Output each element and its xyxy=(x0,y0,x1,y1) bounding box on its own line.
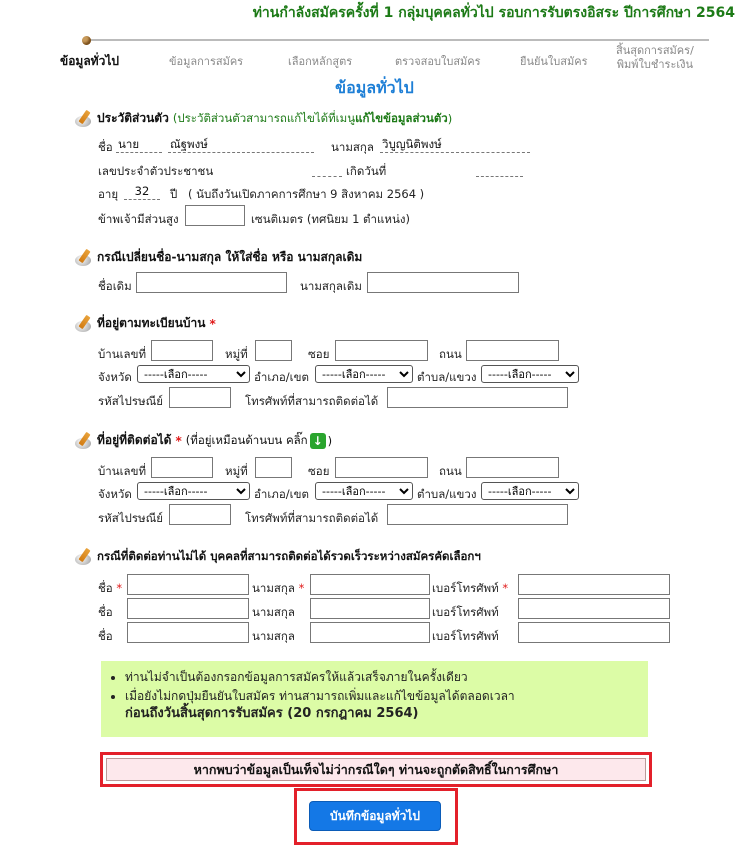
edit-profile-link[interactable]: แก้ไขข้อมูลส่วนตัว xyxy=(355,110,448,125)
moo-label: หมู่ที่ xyxy=(225,347,248,361)
name-label: ชื่อ xyxy=(98,140,113,154)
postcode-label: รหัสไปรษณีย์ xyxy=(98,511,164,525)
birth-date-label: เกิดวันที่ xyxy=(346,164,387,178)
province-label: จังหวัด xyxy=(98,370,132,384)
emergency-1-first-input[interactable] xyxy=(127,574,249,595)
deadline-text: ก่อนถึงวันสิ้นสุดการรับสมัคร (20 กรกฎาคม 2564) xyxy=(125,706,419,721)
phone-label: โทรศัพท์ที่สามารถติดต่อได้ xyxy=(245,394,379,408)
contact-address-section-title xyxy=(73,431,332,450)
info-note-list xyxy=(125,669,640,724)
emergency-1-phone-input[interactable] xyxy=(518,574,670,595)
reg-soi-input[interactable] xyxy=(335,340,428,361)
personal-title: ประวัติส่วนตัว xyxy=(97,111,169,125)
subdistrict-label: ตำบล/แขวง xyxy=(417,370,477,384)
contact-address-title: ที่อยู่ที่ติดต่อได้ xyxy=(97,433,172,447)
last-name-value: วิบูญนิติพงษ์ xyxy=(380,138,530,153)
required-mark: * xyxy=(175,433,182,448)
progress-marker xyxy=(82,36,91,45)
soi-label: ซอย xyxy=(308,464,330,478)
emergency-2-first-input[interactable] xyxy=(127,598,249,619)
reg-subdistrict-select[interactable] xyxy=(481,365,579,383)
pencil-icon xyxy=(73,548,95,566)
emergency-last-label: นามสกุล xyxy=(252,629,295,643)
house-no-label: บ้านเลขที่ xyxy=(98,347,147,361)
height-label: ข้าพเจ้ามีส่วนสูง xyxy=(98,212,179,226)
soi-label: ซอย xyxy=(308,347,330,361)
subdistrict-label: ตำบล/แขวง xyxy=(417,487,477,501)
contact-province-select[interactable] xyxy=(137,482,250,500)
emergency-2-phone-input[interactable] xyxy=(518,598,670,619)
emergency-last-label: นามสกุล xyxy=(252,605,295,619)
age-unit: ปี xyxy=(170,187,178,201)
save-general-info-button[interactable]: บันทึกข้อมูลทั่วไป xyxy=(309,801,441,831)
citizen-id-label: เลขประจำตัวประชาชน xyxy=(98,164,214,178)
district-label: อำเภอ/เขต xyxy=(254,370,309,384)
save-button-highlight xyxy=(294,788,458,845)
info-note-item: • เมื่อยังไม่กดปุ่มยืนยันใบสมัคร ท่านสามารถเพิ่มและแก้ไขข้อมูลได้ตลอดเวลา ก่อนถึงวันสิ้นสุดการรับสมัคร (20 กรกฎาคม 2564) xyxy=(125,688,640,722)
registered-address-section-title xyxy=(73,314,216,333)
step-application-info: ข้อมูลการสมัคร xyxy=(169,55,244,68)
emergency-last-label: นามสกุล * xyxy=(252,581,305,595)
reg-postcode-input[interactable] xyxy=(169,387,231,408)
postcode-label: รหัสไปรษณีย์ xyxy=(98,394,164,408)
name-change-section-title xyxy=(73,248,362,267)
height-input[interactable] xyxy=(185,205,245,226)
contact-house-no-input[interactable] xyxy=(151,457,213,478)
arrow-down-icon[interactable]: ↓ xyxy=(310,433,326,449)
district-label: อำเภอ/เขต xyxy=(254,487,309,501)
old-last-name-label: นามสกุลเดิม xyxy=(300,279,362,293)
reg-province-select[interactable] xyxy=(137,365,250,383)
contact-moo-input[interactable] xyxy=(255,457,292,478)
old-first-name-input[interactable] xyxy=(136,272,287,293)
personal-note-suffix: ) xyxy=(447,111,453,126)
required-mark: * xyxy=(209,316,216,331)
same-address-note-suffix: ) xyxy=(327,433,333,448)
contact-soi-input[interactable] xyxy=(335,457,428,478)
emergency-1-last-input[interactable] xyxy=(310,574,430,595)
step-general-info: ข้อมูลทั่วไป xyxy=(60,54,119,68)
contact-phone-input[interactable] xyxy=(387,504,568,525)
name-change-title: กรณีเปลี่ยนชื่อ-นามสกุล ให้ใส่ชื่อ หรือ นามสกุลเดิม xyxy=(97,250,363,264)
age-value: 32 xyxy=(124,185,160,200)
province-label: จังหวัด xyxy=(98,487,132,501)
old-first-name-label: ชื่อเดิม xyxy=(98,279,132,293)
step-review-application: ตรวจสอบใบสมัคร xyxy=(395,55,481,68)
step-finish-print xyxy=(616,44,694,72)
step-confirm-application: ยืนยันใบสมัคร xyxy=(520,55,588,68)
phone-label: โทรศัพท์ที่สามารถติดต่อได้ xyxy=(245,511,379,525)
contact-subdistrict-select[interactable] xyxy=(481,482,579,500)
pencil-icon xyxy=(73,315,95,333)
emergency-title: กรณีที่ติดต่อท่านไม่ได้ บุคคลที่สามารถติดต่อได้รวดเร็วระหว่างสมัครคัดเลือกฯ xyxy=(97,549,481,563)
warning-text: หากพบว่าข้อมูลเป็นเท็จไม่ว่ากรณีใดๆ ท่านจะถูกตัดสิทธิ์ในการศึกษา xyxy=(106,758,646,781)
emergency-2-last-input[interactable] xyxy=(310,598,430,619)
step-finish-line1: สิ้นสุดการสมัคร/ xyxy=(616,44,694,57)
emergency-3-phone-input[interactable] xyxy=(518,622,670,643)
contact-road-input[interactable] xyxy=(466,457,559,478)
step-choose-program: เลือกหลักสูตร xyxy=(288,55,353,68)
registered-address-title: ที่อยู่ตามทะเบียนบ้าน xyxy=(97,316,206,330)
same-address-note: (ที่อยู่เหมือนด้านบน คลิ๊ก xyxy=(185,432,308,447)
moo-label: หมู่ที่ xyxy=(225,464,248,478)
page-title: ข้อมูลทั่วไป xyxy=(335,78,414,97)
house-no-label: บ้านเลขที่ xyxy=(98,464,147,478)
height-unit: เซนติเมตร (ทศนิยม 1 ตำแหน่ง) xyxy=(251,212,410,226)
pencil-icon xyxy=(73,110,95,128)
prefix-value: นาย xyxy=(116,138,162,153)
birth-date-value xyxy=(476,162,523,177)
last-name-label: นามสกุล xyxy=(331,140,374,154)
personal-note-prefix: (ประวัติส่วนตัวสามารถแก้ไขได้ที่เมนู xyxy=(172,110,356,125)
emergency-phone-label: เบอร์โทรศัพท์ * xyxy=(432,581,509,595)
emergency-3-last-input[interactable] xyxy=(310,622,430,643)
first-name-value: ณัฐพงษ์ xyxy=(168,138,314,153)
emergency-phone-label: เบอร์โทรศัพท์ xyxy=(432,629,499,643)
info-note-item: • ท่านไม่จำเป็นต้องกรอกข้อมูลการสมัครให้แล้วเสร็จภายในครั้งเดียว xyxy=(125,669,640,686)
age-note: ( นับถึงวันเปิดภาคการศึกษา 9 สิงหาคม 2564 ) xyxy=(188,187,425,201)
emergency-phone-label: เบอร์โทรศัพท์ xyxy=(432,605,499,619)
citizen-id-value xyxy=(312,162,342,177)
step-finish-line2: พิมพ์ใบชำระเงิน xyxy=(616,58,693,71)
reg-phone-input[interactable] xyxy=(387,387,568,408)
info-note-box xyxy=(101,661,648,737)
contact-postcode-input[interactable] xyxy=(169,504,231,525)
reg-road-input[interactable] xyxy=(466,340,559,361)
pencil-icon xyxy=(73,249,95,267)
age-label: อายุ xyxy=(98,187,119,201)
contact-district-select[interactable] xyxy=(315,482,413,500)
emergency-first-label: ชื่อ xyxy=(98,629,113,643)
road-label: ถนน xyxy=(439,347,462,361)
progress-steps xyxy=(0,36,749,76)
pencil-icon xyxy=(73,432,95,450)
personal-section-title xyxy=(73,109,452,128)
warning-box xyxy=(100,752,652,787)
emergency-section-title xyxy=(73,548,481,566)
road-label: ถนน xyxy=(439,464,462,478)
emergency-first-label: ชื่อ * xyxy=(98,581,123,595)
emergency-first-label: ชื่อ xyxy=(98,605,113,619)
reg-moo-input[interactable] xyxy=(255,340,292,361)
enrollment-banner: ท่านกำลังสมัครครั้งที่ 1 กลุ่มบุคคลทั่วไป รอบการรับตรงอิสระ ปีการศึกษา 2564 xyxy=(252,5,735,21)
progress-line xyxy=(87,39,709,41)
reg-district-select[interactable] xyxy=(315,365,413,383)
reg-house-no-input[interactable] xyxy=(151,340,213,361)
emergency-3-first-input[interactable] xyxy=(127,622,249,643)
old-last-name-input[interactable] xyxy=(367,272,519,293)
